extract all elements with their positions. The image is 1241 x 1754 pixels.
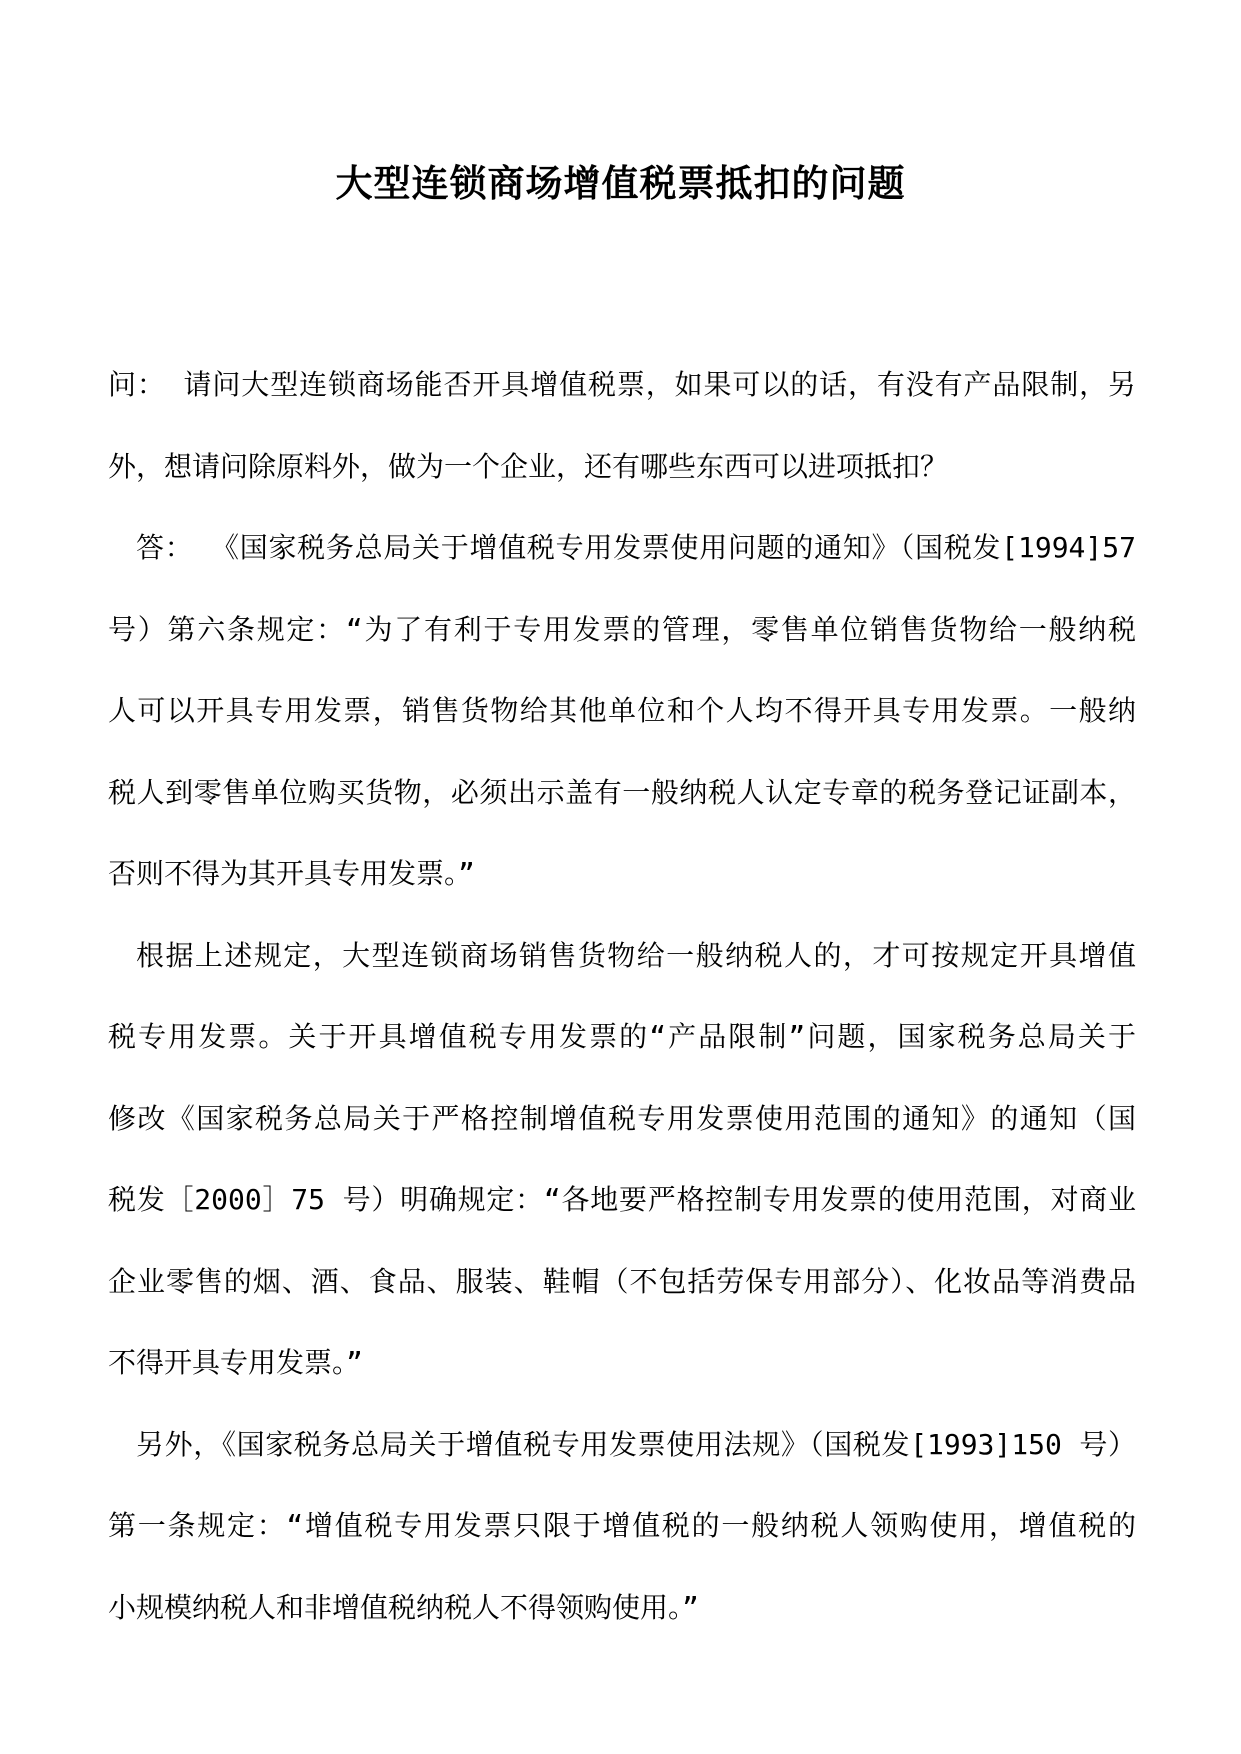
text-line: 不得开具专用发票。” <box>108 1346 363 1379</box>
text-line: 外，想请问除原料外，做为一个企业，还有哪些东西可以进项抵扣？ <box>108 449 949 483</box>
text-line: 修改《国家税务总局关于严格控制增值税专用发票使用范围的通知》的通知（国 <box>108 1101 1136 1135</box>
text-line: 问： 请问大型连锁商场能否开具增值税票，如果可以的话，有没有产品限制，另 <box>108 368 1136 401</box>
document-title: 大型连锁商场增值税票抵扣的问题 <box>335 161 906 205</box>
text-line: 否则不得为其开具专用发票。” <box>108 857 475 890</box>
text-line: 另外，《国家税务总局关于增值税专用发票使用法规》（国税发[1993]150 号） <box>136 1427 1136 1461</box>
text-line: 税发［2000］75 号）明确规定：“各地要严格控制专用发票的使用范围，对商业 <box>108 1183 1136 1216</box>
text-line: 第一条规定：“增值税专用发票只限于增值税的一般纳税人领购使用，增值税的 <box>108 1509 1136 1542</box>
text-line: 税人到零售单位购买货物，必须出示盖有一般纳税人认定专章的税务登记证副本， <box>108 775 1136 809</box>
text-line: 答： 《国家税务总局关于增值税专用发票使用问题的通知》（国税发[1994]57 <box>136 531 1136 564</box>
text-line: 根据上述规定，大型连锁商场销售货物给一般纳税人的，才可按规定开具增值 <box>136 938 1136 972</box>
text-line: 企业零售的烟、酒、食品、服装、鞋帽（不包括劳保专用部分）、化妆品等消费品 <box>108 1264 1136 1298</box>
text-line: 人可以开具专用发票，销售货物给其他单位和个人均不得开具专用发票。一般纳 <box>108 694 1136 727</box>
text-line: 号）第六条规定：“为了有利于专用发票的管理，零售单位销售货物给一般纳税 <box>108 612 1136 646</box>
text-line: 税专用发票。关于开具增值税专用发票的“产品限制”问题，国家税务总局关于 <box>108 1020 1136 1053</box>
document-body <box>108 344 1136 1648</box>
text-line: 小规模纳税人和非增值税纳税人不得领购使用。” <box>108 1590 699 1624</box>
